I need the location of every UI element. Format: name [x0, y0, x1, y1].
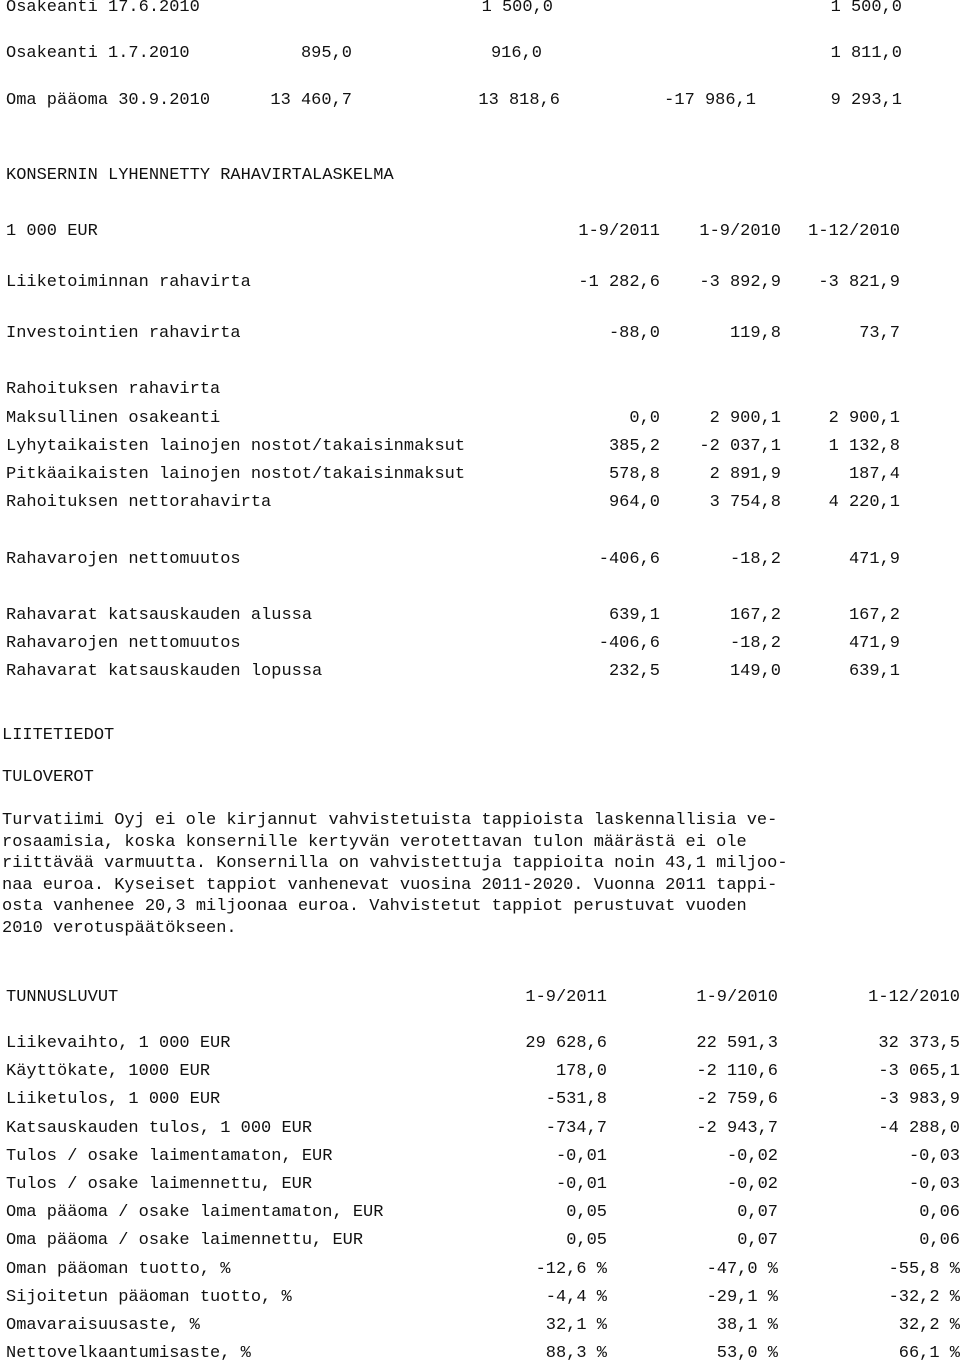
tax-paragraph — [2, 810, 932, 940]
cashflow-cell: 2 900,1 — [828, 409, 900, 428]
notes-subheading: TULOVEROT — [2, 768, 94, 787]
cashflow-cell: -406,6 — [598, 634, 660, 653]
cashflow-cell: 232,5 — [608, 662, 660, 681]
kpi-cell: -3 983,9 — [878, 1090, 960, 1109]
kpi-cell: 66,1 % — [898, 1344, 960, 1363]
kpi-cell: 0,05 — [566, 1231, 607, 1250]
kpi-cell: 0,07 — [737, 1203, 778, 1222]
kpi-cell: -2 110,6 — [696, 1062, 778, 1081]
kpi-cell: -12,6 % — [535, 1260, 607, 1279]
kpi-row-label: Katsauskauden tulos, 1 000 EUR — [6, 1119, 313, 1138]
kpi-cell: -0,02 — [726, 1147, 778, 1166]
cashflow-col-header: 1-9/2011 — [578, 222, 660, 241]
cashflow-cell: -3 892,9 — [699, 273, 781, 292]
cashflow-unit: 1 000 EUR — [6, 222, 98, 241]
cashflow-cell: 471,9 — [848, 634, 900, 653]
cashflow-cell: 2 900,1 — [709, 409, 781, 428]
kpi-cell: -4 288,0 — [878, 1119, 960, 1138]
cashflow-row-label: Liiketoiminnan rahavirta — [6, 273, 251, 292]
kpi-cell: -3 065,1 — [878, 1062, 960, 1081]
cashflow-cell: 2 891,9 — [709, 465, 781, 484]
paragraph-line: osta vanhenee 20,3 miljoonaa euroa. Vahvistetut tappiot perustuvat vuoden — [2, 897, 747, 917]
kpi-row-label: Tulos / osake laimentamaton, EUR — [6, 1147, 333, 1166]
kpi-cell: -0,01 — [555, 1175, 607, 1194]
cashflow-row-label: Lyhytaikaisten lainojen nostot/takaisinmaksut — [6, 437, 466, 456]
equity-cell: 9 293,1 — [830, 91, 902, 110]
cashflow-row-label: Rahavarat katsauskauden lopussa — [6, 662, 323, 681]
cashflow-cell: -3 821,9 — [818, 273, 900, 292]
cashflow-cell: 187,4 — [848, 465, 900, 484]
cashflow-cell: 4 220,1 — [828, 493, 900, 512]
kpi-cell: 0,05 — [566, 1203, 607, 1222]
cashflow-cell: 639,1 — [848, 662, 900, 681]
equity-row-label: Osakeanti 17.6.2010 — [6, 0, 200, 17]
equity-cell: 916,0 — [490, 44, 542, 63]
cashflow-cell: 167,2 — [848, 606, 900, 625]
cashflow-cell: 639,1 — [608, 606, 660, 625]
kpi-cell: -29,1 % — [706, 1288, 778, 1307]
kpi-cell: -55,8 % — [888, 1260, 960, 1279]
cashflow-cell: 0,0 — [629, 409, 660, 428]
cashflow-col-header: 1-9/2010 — [699, 222, 781, 241]
cashflow-title: KONSERNIN LYHENNETTY RAHAVIRTALASKELMA — [6, 166, 394, 185]
kpi-cell: 32,1 % — [545, 1316, 607, 1335]
kpi-row-label: Omavaraisuusaste, % — [6, 1316, 200, 1335]
cashflow-row-label: Rahavarojen nettomuutos — [6, 634, 241, 653]
paragraph-line: riittävää varmuutta. Konsernilla on vahvistettuja tappioita noin 43,1 miljoo- — [2, 854, 788, 874]
cashflow-cell: 385,2 — [608, 437, 660, 456]
kpi-cell: -32,2 % — [888, 1288, 960, 1307]
kpi-row-label: Tulos / osake laimennettu, EUR — [6, 1175, 313, 1194]
kpi-row-label: Nettovelkaantumisaste, % — [6, 1344, 251, 1363]
kpi-row-label: Oman pääoman tuotto, % — [6, 1260, 231, 1279]
kpi-cell: 22 591,3 — [696, 1034, 778, 1053]
cashflow-cell: -2 037,1 — [699, 437, 781, 456]
paragraph-line: rosaamisia, koska konsernille kertyvän verotettavan tulon määrästä ei ole — [2, 832, 747, 852]
cashflow-row-label: Rahavarojen nettomuutos — [6, 550, 241, 569]
cashflow-cell: -18,2 — [729, 550, 781, 569]
kpi-cell: -0,01 — [555, 1147, 607, 1166]
cashflow-row-label: Rahavarat katsauskauden alussa — [6, 606, 313, 625]
cashflow-row-label: Pitkäaikaisten lainojen nostot/takaisinmaksut — [6, 465, 466, 484]
kpi-cell: -4,4 % — [545, 1288, 607, 1307]
equity-cell: 1 500,0 — [830, 0, 902, 17]
equity-cell: 1 811,0 — [830, 44, 902, 63]
kpi-cell: 29 628,6 — [525, 1034, 607, 1053]
equity-cell: 13 460,7 — [270, 91, 352, 110]
equity-cell: 1 500,0 — [481, 0, 553, 17]
kpi-cell: -0,03 — [908, 1175, 960, 1194]
notes-heading: LIITETIEDOT — [2, 726, 115, 745]
kpi-title: TUNNUSLUVUT — [6, 988, 119, 1007]
cashflow-cell: 3 754,8 — [709, 493, 781, 512]
cashflow-cell: 167,2 — [729, 606, 781, 625]
kpi-cell: -734,7 — [545, 1119, 607, 1138]
kpi-cell: -0,03 — [908, 1147, 960, 1166]
kpi-cell: 0,06 — [919, 1203, 960, 1222]
kpi-cell: 32 373,5 — [878, 1034, 960, 1053]
kpi-col-header: 1-12/2010 — [868, 988, 960, 1007]
cashflow-cell: 119,8 — [729, 324, 781, 343]
kpi-cell: 0,06 — [919, 1231, 960, 1250]
kpi-row-label: Oma pääoma / osake laimennettu, EUR — [6, 1231, 364, 1250]
cashflow-cell: 149,0 — [729, 662, 781, 681]
kpi-cell: -2 759,6 — [696, 1090, 778, 1109]
cashflow-cell: -1 282,6 — [578, 273, 660, 292]
equity-row-label: Osakeanti 1.7.2010 — [6, 44, 190, 63]
cashflow-row-label: Investointien rahavirta — [6, 324, 241, 343]
kpi-cell: 0,07 — [737, 1231, 778, 1250]
kpi-col-header: 1-9/2011 — [525, 988, 607, 1007]
kpi-col-header: 1-9/2010 — [696, 988, 778, 1007]
cashflow-row-label: Maksullinen osakeanti — [6, 409, 221, 428]
equity-cell: -17 986,1 — [664, 91, 756, 110]
kpi-cell: 53,0 % — [716, 1344, 778, 1363]
cashflow-row-label: Rahoituksen nettorahavirta — [6, 493, 272, 512]
paragraph-line: 2010 verotuspäätökseen. — [2, 918, 237, 938]
cashflow-row-label: Rahoituksen rahavirta — [6, 380, 221, 399]
kpi-row-label: Liiketulos, 1 000 EUR — [6, 1090, 221, 1109]
kpi-row-label: Käyttökate, 1000 EUR — [6, 1062, 211, 1081]
paragraph-line: naa euroa. Kyseiset tappiot vanhenevat vuosina 2011-2020. Vuonna 2011 tappi- — [2, 875, 778, 895]
kpi-cell: 38,1 % — [716, 1316, 778, 1335]
kpi-row-label: Oma pääoma / osake laimentamaton, EUR — [6, 1203, 384, 1222]
cashflow-cell: 73,7 — [859, 324, 900, 343]
cashflow-cell: 1 132,8 — [828, 437, 900, 456]
kpi-row-label: Liikevaihto, 1 000 EUR — [6, 1034, 231, 1053]
kpi-cell: 178,0 — [555, 1062, 607, 1081]
kpi-cell: -47,0 % — [706, 1260, 778, 1279]
kpi-cell: 88,3 % — [545, 1344, 607, 1363]
equity-cell: 895,0 — [300, 44, 352, 63]
cashflow-cell: 578,8 — [608, 465, 660, 484]
kpi-cell: -0,02 — [726, 1175, 778, 1194]
paragraph-line: Turvatiimi Oyj ei ole kirjannut vahvistetuista tappioista laskennallisia ve- — [2, 811, 778, 830]
cashflow-cell: 964,0 — [608, 493, 660, 512]
kpi-cell: -2 943,7 — [696, 1119, 778, 1138]
equity-row-label: Oma pääoma 30.9.2010 — [6, 91, 211, 110]
kpi-cell: 32,2 % — [898, 1316, 960, 1335]
cashflow-col-header: 1-12/2010 — [808, 222, 900, 241]
cashflow-cell: -18,2 — [729, 634, 781, 653]
equity-cell: 13 818,6 — [478, 91, 560, 110]
cashflow-cell: 471,9 — [848, 550, 900, 569]
kpi-row-label: Sijoitetun pääoman tuotto, % — [6, 1288, 292, 1307]
cashflow-cell: -88,0 — [608, 324, 660, 343]
kpi-cell: -531,8 — [545, 1090, 607, 1109]
cashflow-cell: -406,6 — [598, 550, 660, 569]
